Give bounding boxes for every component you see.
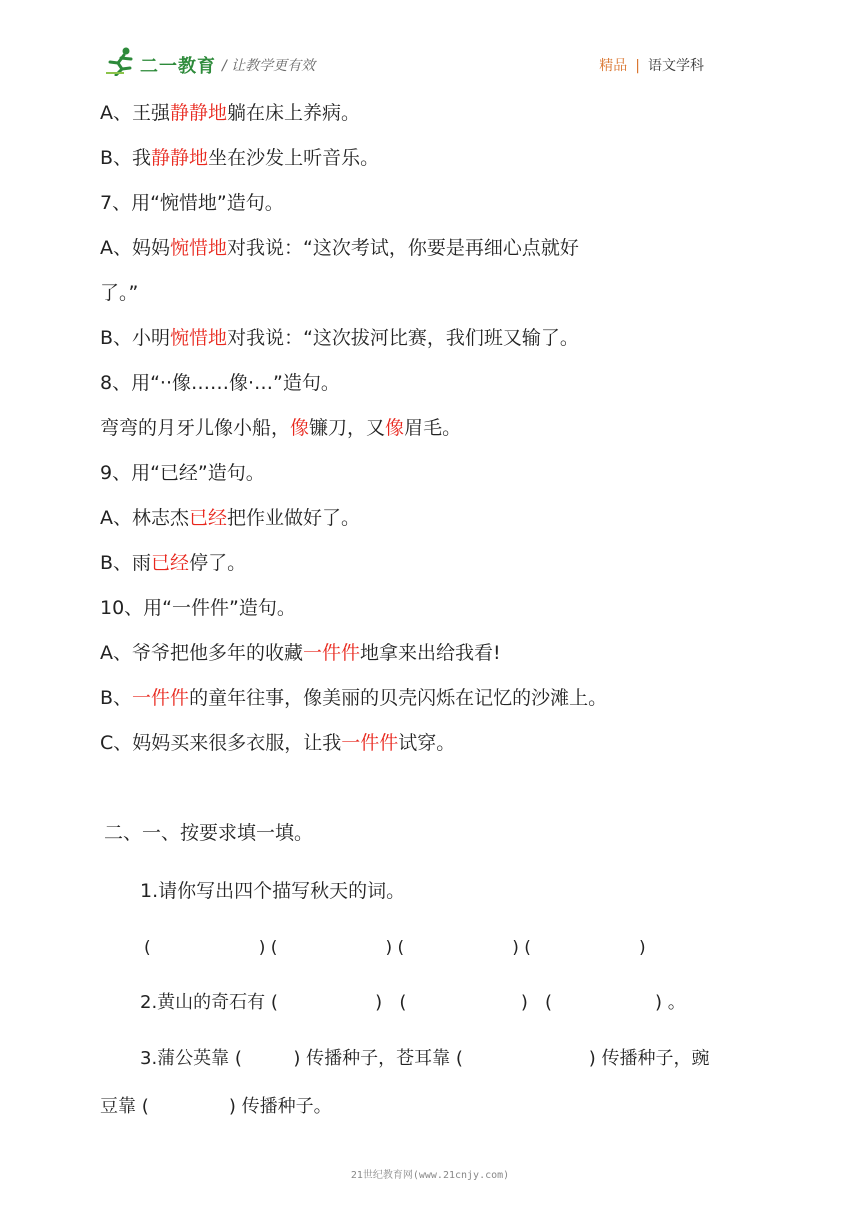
brand-name: 二一教育 xyxy=(140,56,216,77)
section-title: 二、一、按要求填一填。 xyxy=(104,822,314,844)
text-line: B、小明惋惜地对我说：“这次拔河比赛，我们班又输了。 xyxy=(100,327,579,349)
text-line: C、妈妈买来很多衣服，让我一件件试穿。 xyxy=(100,732,456,754)
brand-slogan: / 让教学更有效 xyxy=(222,58,316,74)
question-1: 1.请你写出四个描写秋天的词。 xyxy=(140,880,406,902)
text-line: B、一件件的童年往事，像美丽的贝壳闪烁在记忆的沙滩上。 xyxy=(100,687,608,709)
header-subject-label: 语文学科 xyxy=(648,58,704,74)
header-right xyxy=(599,55,704,75)
text-line: 了。” xyxy=(100,282,139,304)
question-heading: 10、用“一件件”造句。 xyxy=(100,597,296,619)
question-2[interactable]: 2.黄山的奇石有 ( ) ( ) ( ) 。 xyxy=(140,992,686,1013)
text-line: A、王强静静地躺在床上养病。 xyxy=(100,102,361,124)
question-3-line2[interactable]: 豆靠 ( ) 传播种子。 xyxy=(100,1096,332,1117)
footer-source: 21世纪教育网(www.21cnjy.com) xyxy=(350,1170,510,1181)
text-line: A、林志杰已经把作业做好了。 xyxy=(100,507,361,529)
running-man-logo-icon xyxy=(104,46,138,76)
question-heading: 7、用“惋惜地”造句。 xyxy=(100,192,284,214)
question-heading: 8、用“··像……像·…”造句。 xyxy=(100,372,340,394)
answer-blanks-1[interactable]: ( ) ( ) ( ) ( ) xyxy=(144,938,646,958)
question-3-line1[interactable]: 3.蒲公英靠 ( ) 传播种子，苍耳靠 ( ) 传播种子，豌 xyxy=(140,1048,710,1069)
header-quality-label: 精品 xyxy=(599,58,628,74)
question-heading: 9、用“已经”造句。 xyxy=(100,462,265,484)
text-line: A、妈妈惋惜地对我说：“这次考试，你要是再细心点就好 xyxy=(100,237,579,259)
text-line: 弯弯的月牙儿像小船，像镰刀，又像眉毛。 xyxy=(100,417,462,439)
text-line: B、雨已经停了。 xyxy=(100,552,247,574)
text-line: A、爷爷把他多年的收藏一件件地拿来出给我看! xyxy=(100,642,501,664)
header-separator: | xyxy=(635,58,640,74)
text-line: B、我静静地坐在沙发上听音乐。 xyxy=(100,147,380,169)
